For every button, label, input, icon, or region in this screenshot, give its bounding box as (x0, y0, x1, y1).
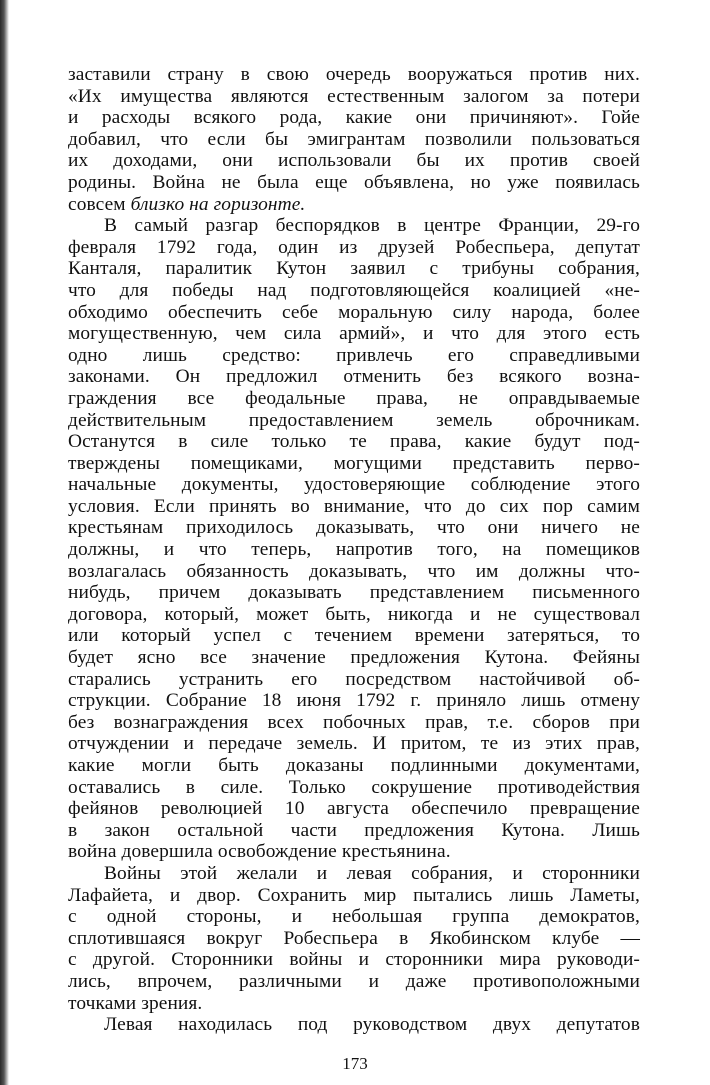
text-line: без вознаграждения всех побочных прав, т.е. сборов при (68, 711, 640, 733)
text-line: крестьянам приходилось доказывать, что они ничего не (68, 517, 640, 539)
text-line: добавил, что если бы эмигрантам позволили пользоваться (68, 128, 640, 150)
text-line: фейянов революцией 10 августа обеспечило превращение (68, 798, 640, 820)
text-line: с другой. Сторонники войны и сторонники мира руководи- (68, 949, 640, 971)
text-line: Останутся в силе только те права, какие будут под- (68, 431, 640, 453)
text-line: что для победы над подготовляющейся коалицией «не- (68, 279, 640, 301)
text-line: начальные документы, удостоверяющие соблюдение этого (68, 474, 640, 496)
paragraph-1 (68, 64, 640, 215)
text-line: будет ясно все значение предложения Кутона. Фейяны (68, 647, 640, 669)
text-line: граждения все феодальные права, не оправдываемые (68, 387, 640, 409)
paragraph-3 (68, 863, 640, 1014)
text-line: в закон остальной части предложения Кутона. Лишь (68, 819, 640, 841)
text-line-lead: совсем (68, 193, 131, 215)
text-line: их доходами, они использовали бы их против своей (68, 150, 640, 172)
paragraph-2 (68, 215, 640, 863)
text-line: заставили страну в свою очередь вооружаться против них. (68, 64, 640, 85)
text-line: обходимо обеспечить себе моральную силу народа, более (68, 301, 640, 323)
text-line: действительным предоставлением земель оброчникам. (68, 409, 640, 431)
text-line: точками зрения. (68, 992, 203, 1014)
text-line: могущественную, чем сила армий», и что для этого есть (68, 323, 640, 345)
text-line: с одной стороны, и небольшая группа демократов, (68, 906, 640, 928)
text-line: нибудь, причем доказывать представлением письменного (68, 582, 640, 604)
scan-edge-shadow (0, 0, 9, 1085)
text-line: условия. Если принять во внимание, что до сих пор самим (68, 495, 640, 517)
text-line: одно лишь средство: привлечь его справедливыми (68, 344, 640, 366)
text-line: В самый разгар беспорядков в центре Франции, 29-го (104, 215, 640, 237)
text-line: тверждены помещиками, могущими представить перво- (68, 452, 640, 474)
text-line-italic-ending (68, 194, 640, 216)
text-line: лись, впрочем, различными и даже противоположными (68, 970, 640, 992)
book-page-text (68, 64, 640, 1036)
text-line: Канталя, паралитик Кутон заявил с трибуны собрания, (68, 258, 640, 280)
text-line: оставались в силе. Только сокрушение противодействия (68, 776, 640, 798)
italic-phrase: близко на горизонте. (130, 193, 306, 215)
text-line: «Их имущества являются естественным залогом за потери (68, 85, 640, 107)
text-line: сплотившаяся вокруг Робеспьера в Якобинском клубе — (68, 927, 640, 949)
text-line: Лафайета, и двор. Сохранить мир пытались лишь Ламеты, (68, 884, 640, 906)
text-line: Левая находилась под руководством двух депутатов (104, 1014, 640, 1036)
text-line: отчуждении и передаче земель. И притом, те из этих прав, (68, 733, 640, 755)
text-line: должны, и что теперь, напротив того, на помещиков (68, 539, 640, 561)
text-line: законами. Он предложил отменить без всякого возна- (68, 366, 640, 388)
text-line: какие могли быть доказаны подлинными документами, (68, 755, 640, 776)
text-line: струкции. Собрание 18 июня 1792 г. приняло лишь отмену (68, 690, 640, 712)
text-line: или который успел с течением времени затеряться, то (68, 625, 640, 647)
page-number: 173 (342, 1054, 368, 1073)
text-line: возлагалась обязанность доказывать, что им должны что- (68, 560, 640, 582)
text-line: февраля 1792 года, один из друзей Робеспьера, депутат (68, 236, 640, 258)
text-line: старались устранить его посредством настойчивой об- (68, 668, 640, 690)
paragraph-4 (68, 1014, 640, 1036)
text-line: договора, который, может быть, никогда и не существовал (68, 603, 640, 625)
text-line: и расходы всякого рода, какие они причиняют». Гойе (68, 107, 640, 129)
text-line: родины. Война не была еще объявлена, но уже появилась (68, 171, 640, 193)
text-line: война довершила освобождение крестьянина. (68, 841, 451, 863)
text-line: Войны этой желали и левая собрания, и сторонники (104, 862, 640, 884)
